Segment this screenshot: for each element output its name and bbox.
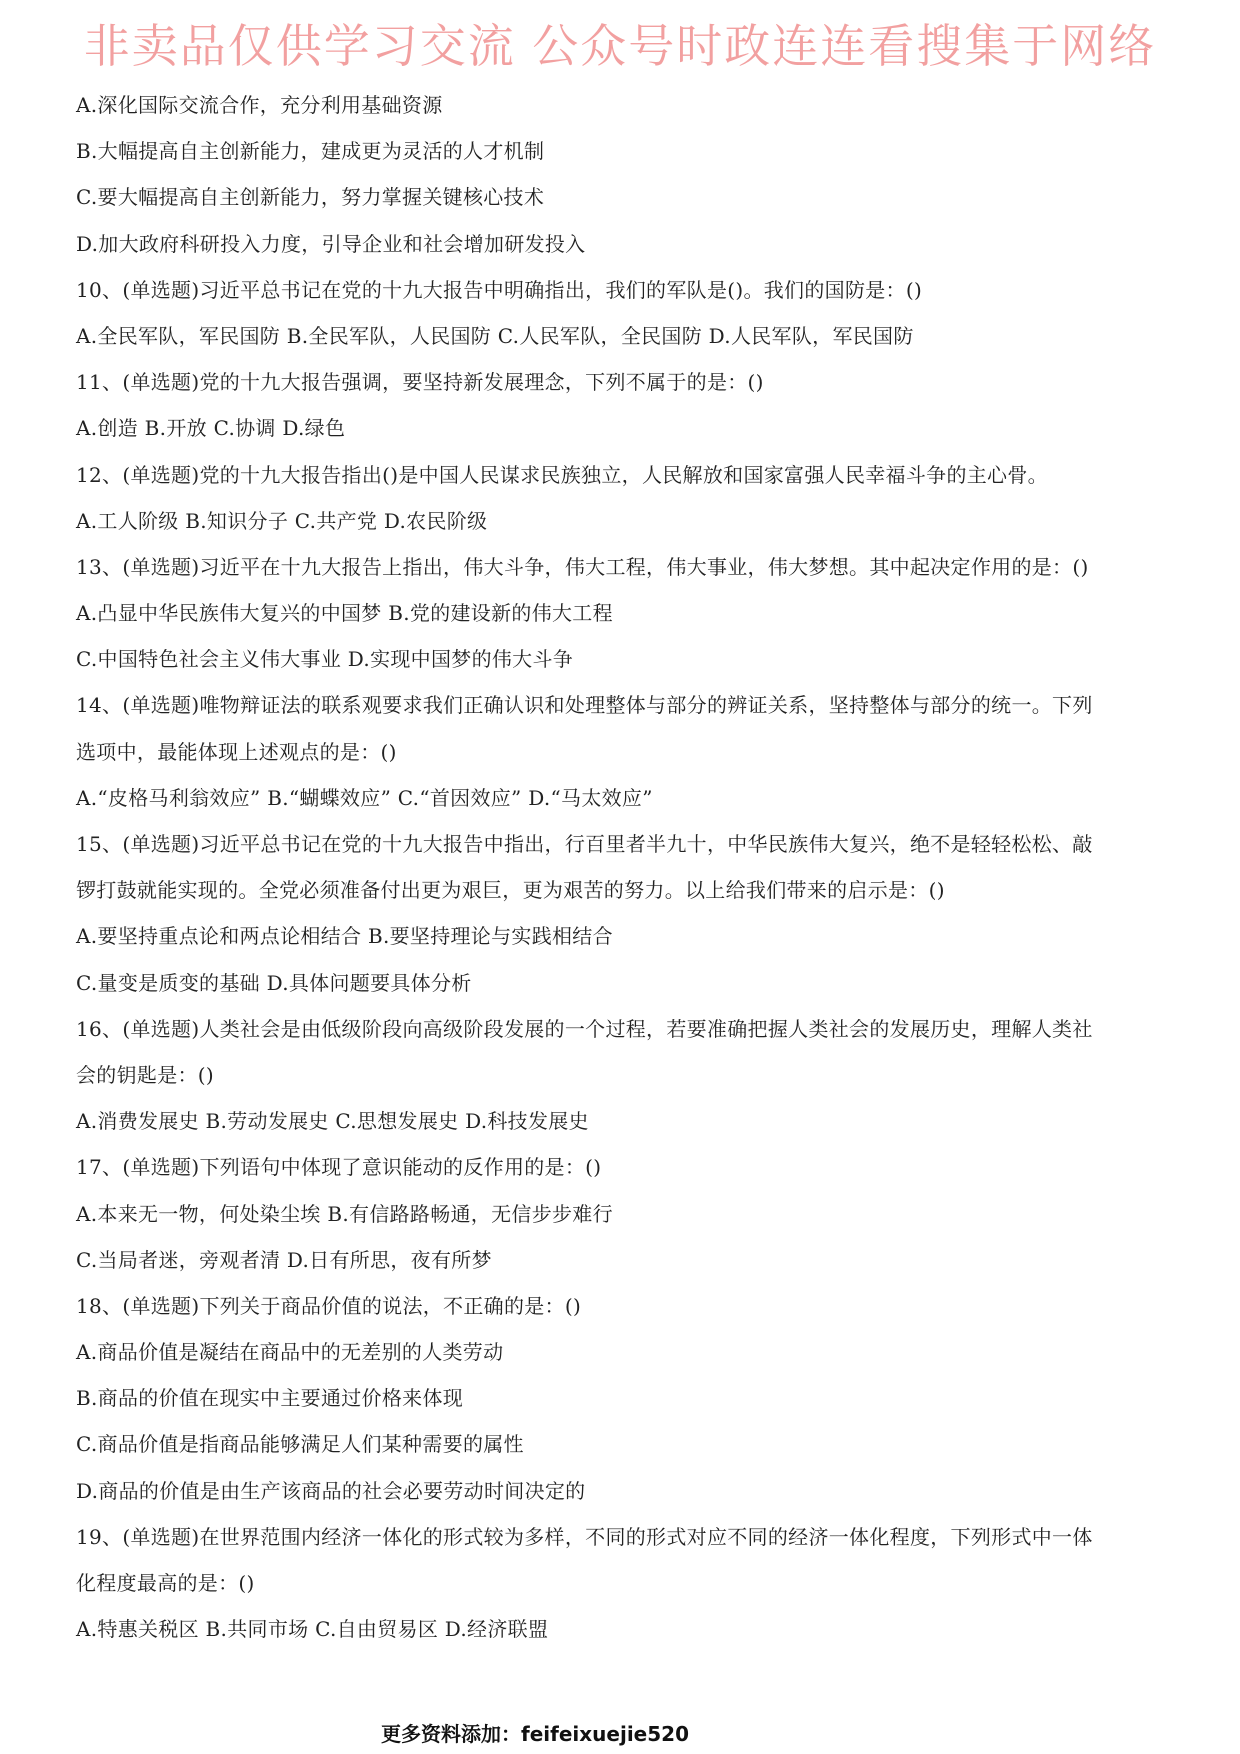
option-text: A.创造 B.开放 C.协调 D.绿色 [76,416,346,441]
question-text: 15、(单选题)习近平总书记在党的十九大报告中指出，行百里者半九十，中华民族伟大复兴，绝不是轻轻松松、敲 [76,832,1093,856]
option-text: B.大幅提高自主创新能力，建成更为灵活的人才机制 [76,139,545,164]
option-text: D.加大政府科研投入力度，引导企业和社会增加研发投入 [76,231,586,256]
option-text: 会的钥匙是：() [76,1062,215,1087]
question-text: 19、(单选题)在世界范围内经济一体化的形式较为多样，不同的形式对应不同的经济一体化程度，下列形式中一体 [76,1524,1093,1549]
question-text: 12、(单选题)党的十九大报告指出()是中国人民谋求民族独立，人民解放和国家富强人民幸福斗争的主心骨。 [76,462,1048,487]
option-text: C.商品价值是指商品能够满足人们某种需要的属性 [76,1432,524,1457]
option-text: A.特惠关税区 B.共同市场 C.自由贸易区 D.经济联盟 [76,1617,549,1642]
option-text: A.要坚持重点论和两点论相结合 B.要坚持理论与实践相结合 [76,924,613,949]
footer-contact: 更多资料添加：feifeixuejie520 [381,1722,689,1746]
question-text: 11、(单选题)党的十九大报告强调，要坚持新发展理念，下列不属于的是：() [76,370,764,395]
option-text: 选项中，最能体现上述观点的是：() [76,739,397,764]
option-text: A.全民军队，军民国防 B.全民军队，人民国防 C.人民军队，全民国防 D.人民军队，军民国防 [76,323,914,348]
option-text: D.商品的价值是由生产该商品的社会必要劳动时间决定的 [76,1478,586,1503]
option-text: C.要大幅提高自主创新能力，努力掌握关键核心技术 [76,185,545,210]
option-text: C.当局者迷，旁观者清 D.日有所思，夜有所梦 [76,1247,492,1272]
document-body [76,92,1186,1662]
question-text: 10、(单选题)习近平总书记在党的十九大报告中明确指出，我们的军队是()。我们的国防是：() [76,277,923,302]
watermark: 非卖品仅供学习交流 公众号时政连连看搜集于网络 [83,19,1157,73]
option-text: A.本来无一物，何处染尘埃 B.有信路路畅通，无信步步难行 [76,1201,613,1226]
option-text: B.商品的价值在现实中主要通过价格来体现 [76,1386,464,1411]
question-text: 13、(单选题)习近平在十九大报告上指出，伟大斗争，伟大工程，伟大事业，伟大梦想。其中起决定作用的是：() [76,554,1089,579]
option-text: A.工人阶级 B.知识分子 C.共产党 D.农民阶级 [76,508,488,533]
option-text: 化程度最高的是：() [76,1571,255,1595]
option-text: C.中国特色社会主义伟大事业 D.实现中国梦的伟大斗争 [76,647,574,672]
question-text: 14、(单选题)唯物辩证法的联系观要求我们正确认识和处理整体与部分的辨证关系，坚持整体与部分的统一。下列 [76,693,1093,718]
option-text: A.深化国际交流合作，充分利用基础资源 [76,93,443,117]
question-text: 17、(单选题)下列语句中体现了意识能动的反作用的是：() [76,1155,602,1180]
option-text: C.量变是质变的基础 D.具体问题要具体分析 [76,970,472,995]
option-text: A.“皮格马利翁效应” B.“蝴蝶效应” C.“首因效应” D.“马太效应” [76,785,653,810]
option-text: A.消费发展史 B.劳动发展史 C.思想发展史 D.科技发展史 [76,1109,589,1134]
option-text: 锣打鼓就能实现的。全党必须准备付出更为艰巨，更为艰苦的努力。以上给我们带来的启示是：() [76,878,945,903]
option-text: A.凸显中华民族伟大复兴的中国梦 B.党的建设新的伟大工程 [76,601,613,626]
option-text: A.商品价值是凝结在商品中的无差别的人类劳动 [76,1340,504,1365]
question-text: 16、(单选题)人类社会是由低级阶段向高级阶段发展的一个过程，若要准确把握人类社会的发展历史，理解人类社 [76,1016,1093,1041]
question-text: 18、(单选题)下列关于商品价值的说法，不正确的是：() [76,1293,582,1318]
